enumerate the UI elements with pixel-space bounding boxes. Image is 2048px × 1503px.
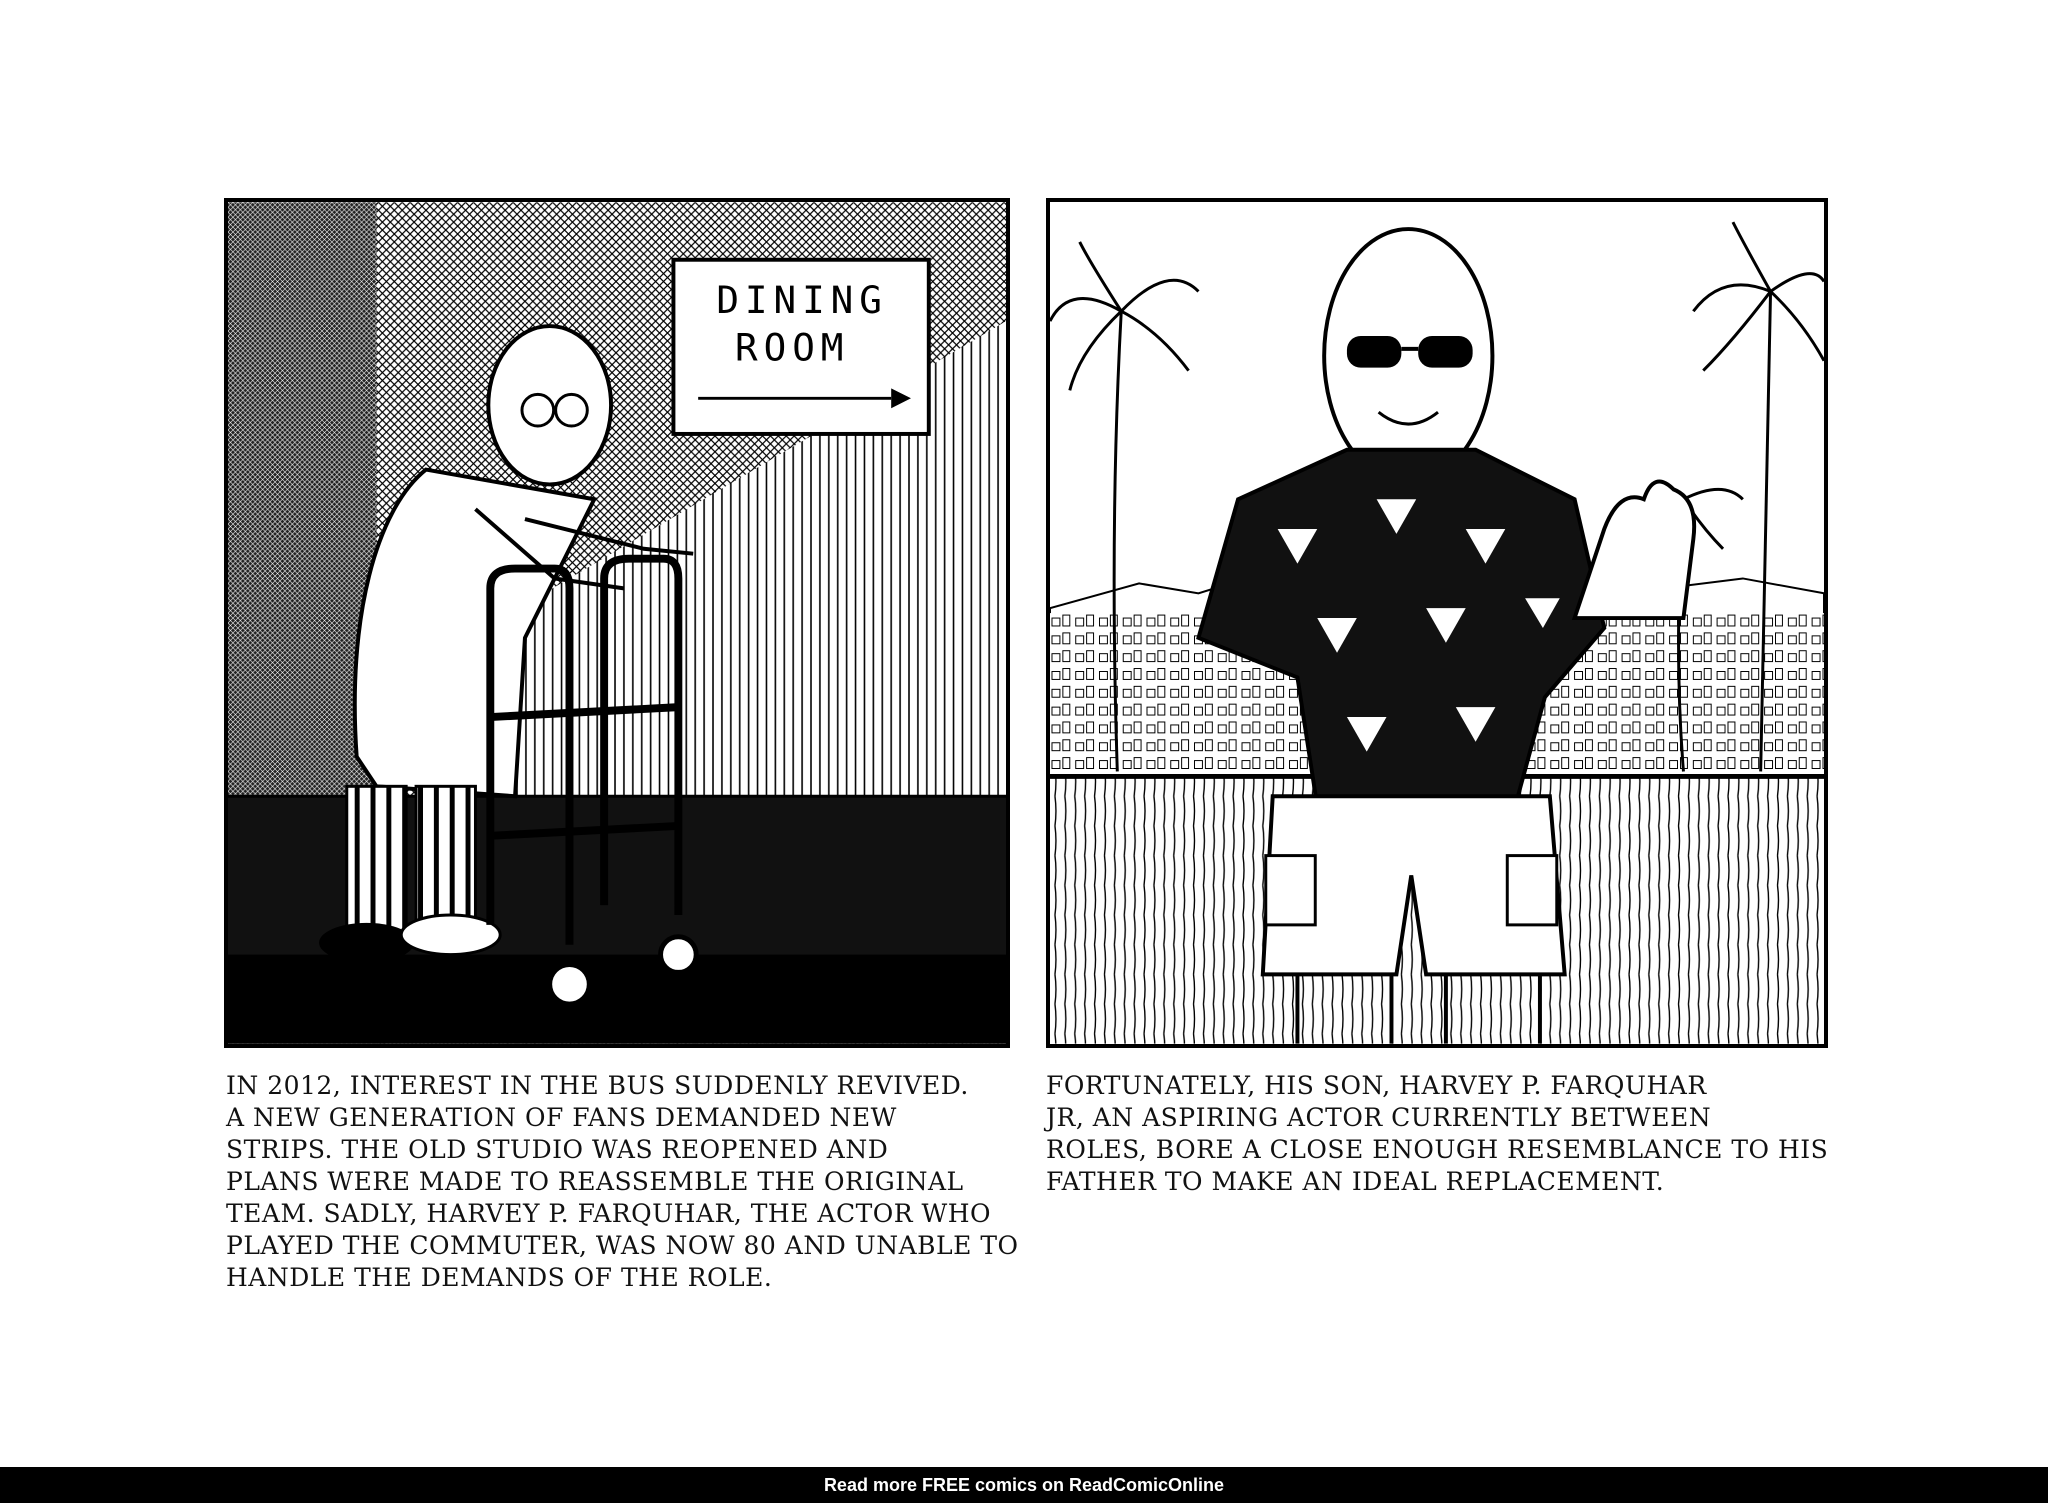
caption-line: HANDLE THE DEMANDS OF THE ROLE.: [226, 1263, 773, 1292]
old-man-illustration: [228, 202, 1006, 1044]
caption-panel-1: [226, 1070, 1019, 1294]
caption-line: TEAM. SADLY, HARVEY P. FARQUHAR, THE ACTOR WHO: [226, 1199, 992, 1228]
caption-panel-2: [1046, 1070, 1836, 1198]
caption-line: FORTUNATELY, HIS SON, HARVEY P. FARQUHAR: [1046, 1071, 1707, 1100]
caption-line: JR, AN ASPIRING ACTOR CURRENTLY BETWEEN: [1046, 1103, 1712, 1132]
son-illustration: [1050, 202, 1824, 1044]
caption-line: PLAYED THE COMMUTER, WAS NOW 80 AND UNABLE TO: [226, 1231, 1019, 1260]
sign-line-dining: DINING: [716, 278, 888, 323]
caption-line: A NEW GENERATION OF FANS DEMANDED NEW: [226, 1103, 897, 1132]
sign-line-room: ROOM: [735, 325, 850, 370]
caption-line: PLANS WERE MADE TO REASSEMBLE THE ORIGINAL: [226, 1167, 964, 1196]
dining-room-sign: [673, 260, 928, 434]
comic-panel-son: [1046, 198, 1828, 1048]
caption-line: IN 2012, INTEREST IN THE BUS SUDDENLY REVIVED.: [226, 1071, 969, 1100]
caption-line: FATHER TO MAKE AN IDEAL REPLACEMENT.: [1046, 1167, 1665, 1196]
caption-line: STRIPS. THE OLD STUDIO WAS REOPENED AND: [226, 1135, 889, 1164]
footer-banner-link[interactable]: Read more FREE comics on ReadComicOnline: [0, 1467, 2048, 1503]
caption-line: ROLES, BORE A CLOSE ENOUGH RESEMBLANCE TO HIS: [1046, 1135, 1829, 1164]
comic-panel-old-man: [224, 198, 1010, 1048]
